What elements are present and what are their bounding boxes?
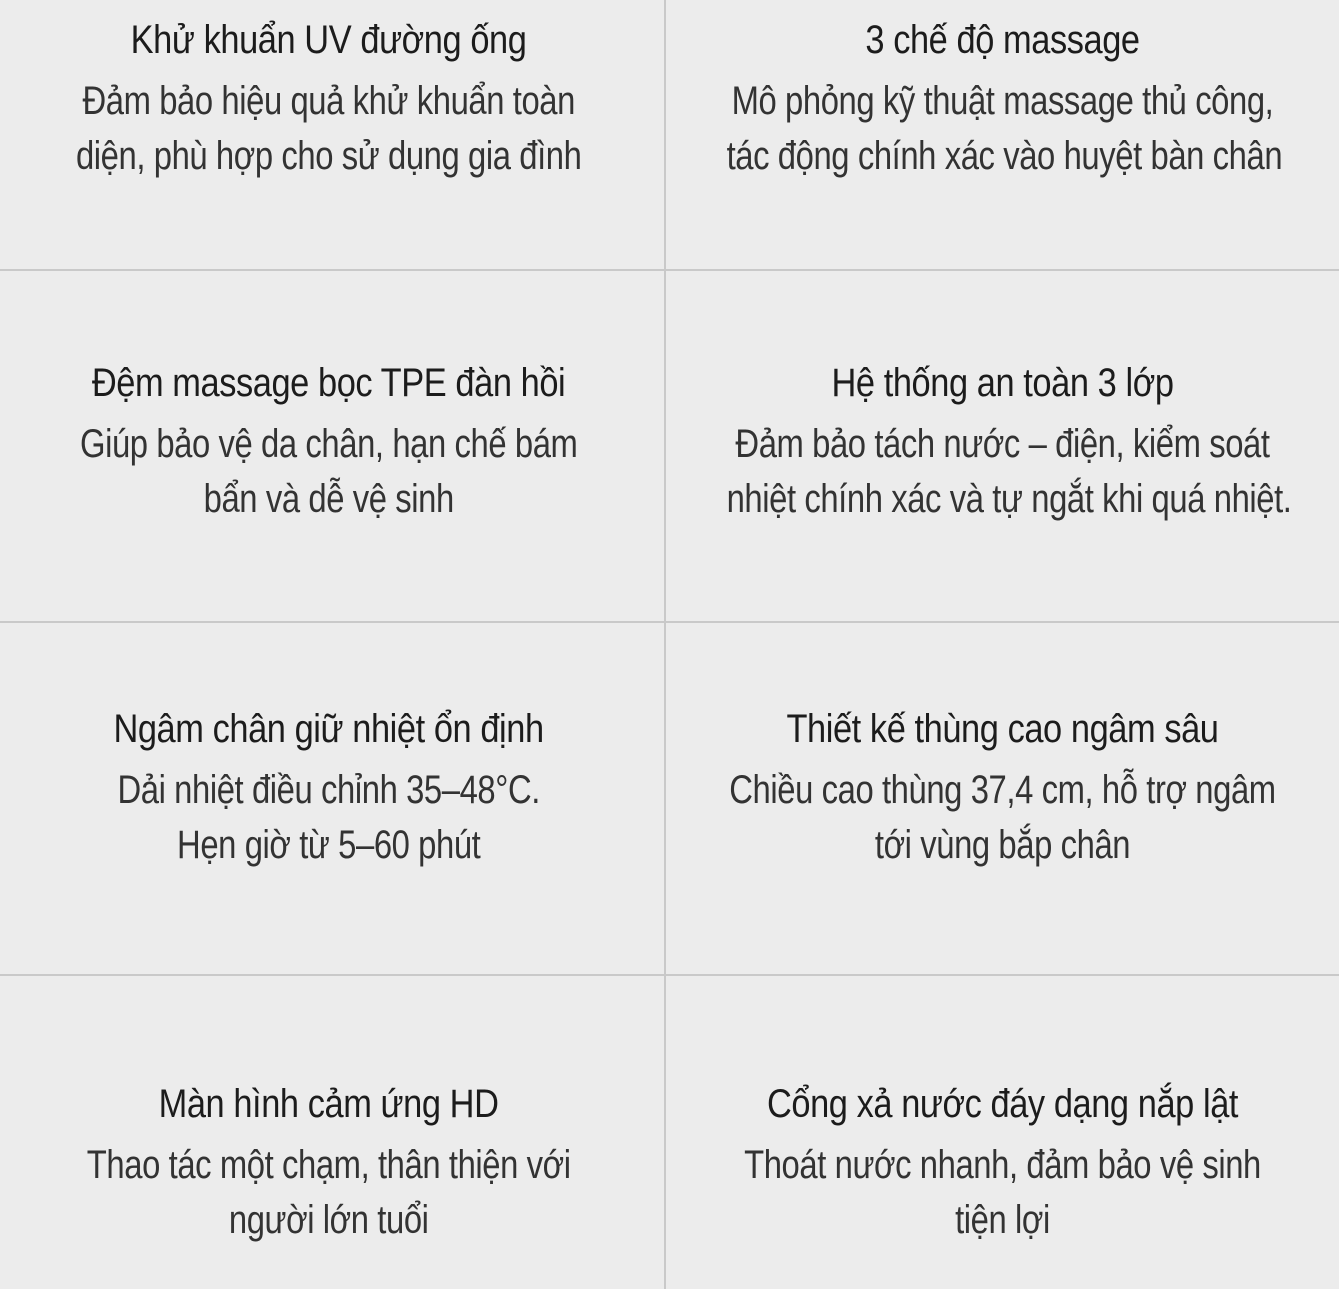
feature-description [726,417,1292,527]
feature-description-line: Thao tác một chạm, thân thiện với [86,1143,571,1187]
feature-description-line: bẩn và dễ vệ sinh [203,477,454,521]
feature-title: Hệ thống an toàn 3 lớp [831,361,1174,405]
feature-description-line: tới vùng bắp chân [874,823,1131,867]
feature-description [60,74,604,184]
feature-title: Ngâm chân giữ nhiệt ổn định [113,707,544,751]
feature-description-line: tác động chính xác vào huyệt bàn chân [726,134,1283,178]
feature-description-line: nhiệt chính xác và tự ngắt khi quá nhiệt. [726,477,1292,521]
feature-title: Màn hình cảm ứng HD [158,1082,499,1126]
feature-description-line: Mô phỏng kỹ thuật massage thủ công, [731,79,1274,123]
feature-title: Đệm massage bọc TPE đàn hồi [91,361,566,405]
feature-description-line: diện, phù hợp cho sử dụng gia đình [75,134,582,178]
feature-description [60,1138,604,1248]
feature-cell-drain-port [666,976,1339,1289]
feature-description-line: Hẹn giờ từ 5–60 phút [177,823,481,867]
feature-description-line: người lớn tuổi [228,1198,429,1242]
feature-title: Thiết kế thùng cao ngâm sâu [786,707,1219,751]
feature-description-line: Thoát nước nhanh, đảm bảo vệ sinh [744,1143,1261,1187]
feature-description-line: Chiều cao thùng 37,4 cm, hỗ trợ ngâm [729,768,1276,812]
feature-description-line: tiện lợi [955,1198,1050,1242]
feature-cell-tpe-cushion [0,271,664,621]
feature-cell-safety-system [666,271,1339,621]
feature-cell-heat-retention [0,623,664,974]
feature-description [727,1138,1279,1248]
feature-description-line: Đảm bảo hiệu quả khử khuẩn toàn [82,79,575,123]
feature-description [60,417,604,527]
feature-description [726,74,1283,184]
feature-cell-massage-modes [666,0,1339,269]
feature-description-line: Giúp bảo vệ da chân, hạn chế bám [79,422,578,466]
feature-cell-uv-sterilization [0,0,664,269]
feature-description-line: Đảm bảo tách nước – điện, kiểm soát [735,422,1270,466]
feature-title: 3 chế độ massage [865,18,1140,62]
feature-description-line: Dải nhiệt điều chỉnh 35–48°C. [117,768,540,812]
feature-description [60,763,604,873]
feature-title: Cổng xả nước đáy dạng nắp lật [766,1082,1239,1126]
feature-description [727,763,1279,873]
feature-cell-touchscreen [0,976,664,1289]
feature-cell-deep-tub [666,623,1339,974]
feature-title: Khử khuẩn UV đường ống [130,18,527,62]
